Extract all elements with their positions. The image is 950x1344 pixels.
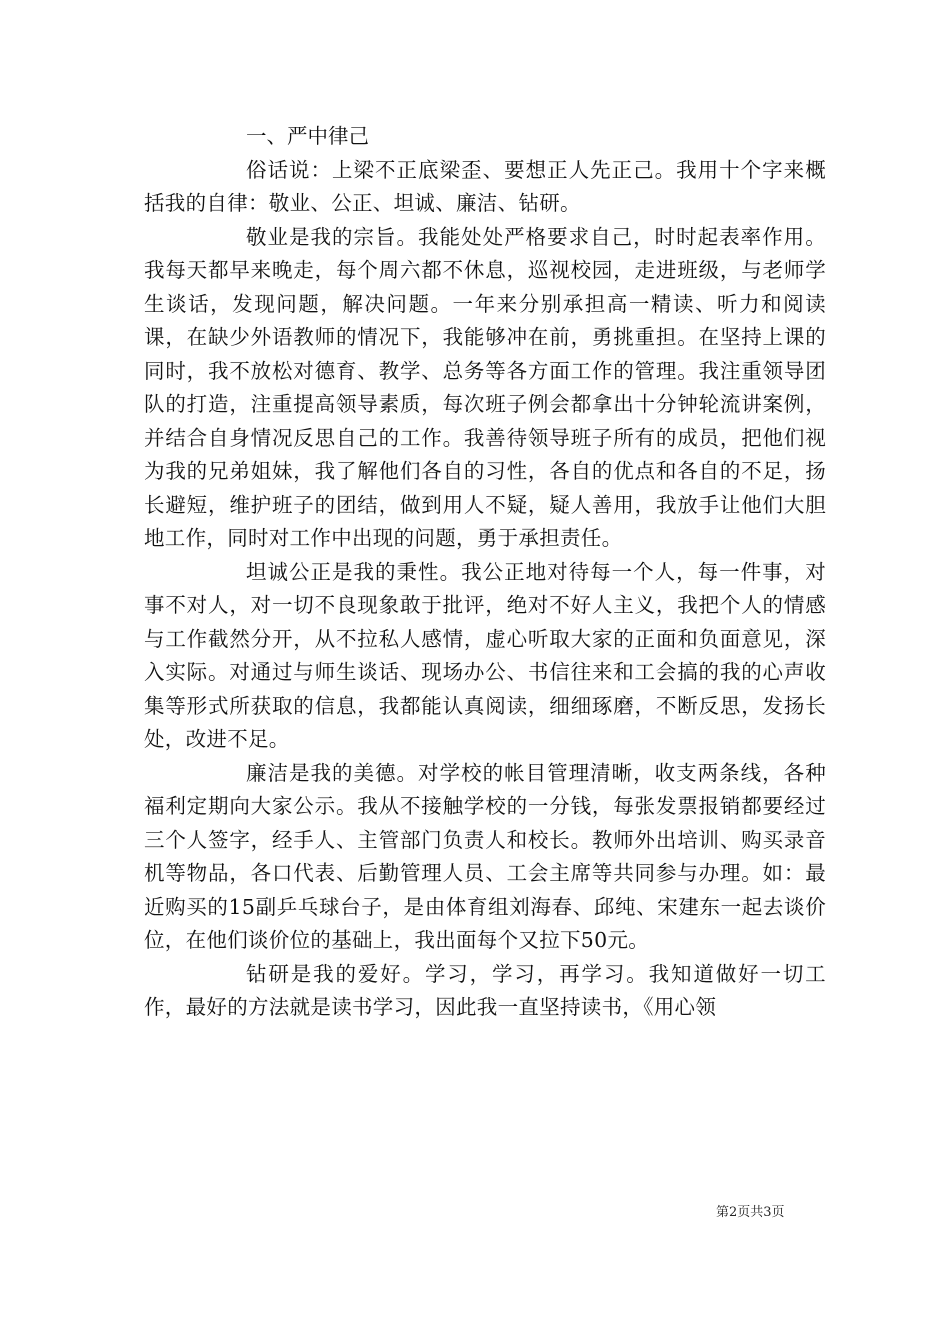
paragraph-integrity: 廉洁是我的美德。对学校的帐目管理清晰，收支两条线，各种福利定期向大家公示。我从不接触学校的一分钱，每张发票报销都要经过三个人签字，经手人、主管部门负责人和校长。教师外出培训、购买录音机等物品，各口代表、后勤管理人员、工会主席等共同参与办理。如：最近购买的15副乒乓球台子，是由体育组刘海春、邱纯、宋建东一起去谈价位，在他们谈价位的基础上，我出面每个又拉下50元。 (144, 760, 826, 952)
paragraph-study: 钻研是我的爱好。学习，学习，再学习。我知道做好一切工作，最好的方法就是读书学习，因此我一直坚持读书，《用心领 (144, 961, 826, 1019)
paragraph-dedication: 敬业是我的宗旨。我能处处严格要求自己，时时起表率作用。我每天都早来晚走，每个周六都不休息，巡视校园，走进班级，与老师学生谈话，发现问题，解决问题。一年来分别承担高一精读、听力和阅读课，在缺少外语教师的情况下，我能够冲在前，勇挑重担。在坚持上课的同时，我不放松对德育、教学、总务等各方面工作的管理。我注重领导团队的打造，注重提高领导素质，每次班子例会都拿出十分钟轮流讲案例，并结合自身情况反思自己的工作。我善待领导班子所有的成员，把他们视为我的兄弟姐妹，我了解他们各自的习性，各自的优点和各自的不足，扬长避短，维护班子的团结，做到用人不疑，疑人善用，我放手让他们大胆地工作，同时对工作中出现的问题，勇于承担责任。 (144, 224, 826, 550)
section-heading: 一、严中律己 (246, 124, 369, 148)
paragraph-intro: 俗话说：上梁不正底梁歪、要想正人先正己。我用十个字来概括我的自律：敬业、公正、坦诚、廉洁、钻研。 (144, 157, 826, 215)
page-number-footer: 第2页共3页 (716, 1205, 785, 1220)
document-body (144, 120, 826, 1025)
paragraph-fairness: 坦诚公正是我的秉性。我公正地对待每一个人，每一件事，对事不对人，对一切不良现象敢于批评，绝对不好人主义，我把个人的情感与工作截然分开，从不拉私人感情，虚心听取大家的正面和负面意见，深入实际。对通过与师生谈话、现场办公、书信往来和工会搞的我的心声收集等形式所获取的信息，我都能认真阅读，细细琢磨，不断反思，发扬长处，改进不足。 (144, 559, 826, 751)
